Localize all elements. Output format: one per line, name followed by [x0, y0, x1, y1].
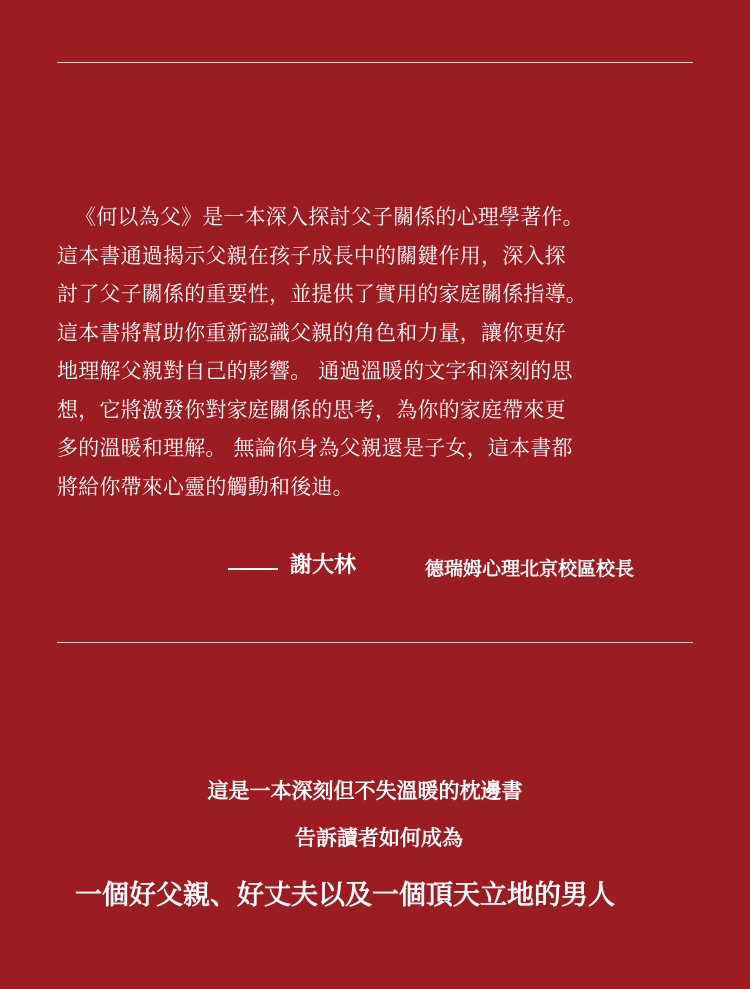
slogan-line-2: 告訴讀者如何成為: [295, 826, 463, 850]
quote-line: 將給你帶來心靈的觸動和後迪。: [57, 474, 354, 499]
quote-line: 想，它將激發你對家庭關係的思考，為你的家庭帶來更: [57, 397, 566, 422]
quote-line: 這本書通過揭示父親在孩子成長中的關鍵作用，深入探: [57, 243, 566, 268]
author-name: 謝大林: [290, 553, 357, 578]
author-title: 德瑞姆心理北京校區校長: [425, 558, 635, 580]
quote-block: [57, 198, 697, 506]
slogan-line-1: 這是一本深刻但不失溫暖的枕邊書: [207, 779, 523, 803]
quote-line: 這本書將幫助你重新認識父親的角色和力量，讓你更好: [57, 320, 566, 345]
quote-line: 討了父子關係的重要性，並提供了實用的家庭關係指導。: [57, 282, 587, 306]
quote-line: 多的溫暖和理解。 無論你身為父親還是子女，這本書都: [57, 436, 573, 460]
signature: [0, 548, 750, 584]
slogan-line-3: 一個好父親、好丈夫以及一個頂天立地的男人: [75, 880, 615, 911]
quote-line: 《何以為父》是一本深入探討父子關係的心理學著作。: [75, 205, 584, 229]
signature-dash: [228, 568, 278, 570]
middle-divider: [57, 642, 693, 643]
top-divider: [57, 62, 693, 63]
quote-line: 地理解父親對自己的影響。 通過溫暖的文字和深刻的思: [57, 359, 573, 383]
